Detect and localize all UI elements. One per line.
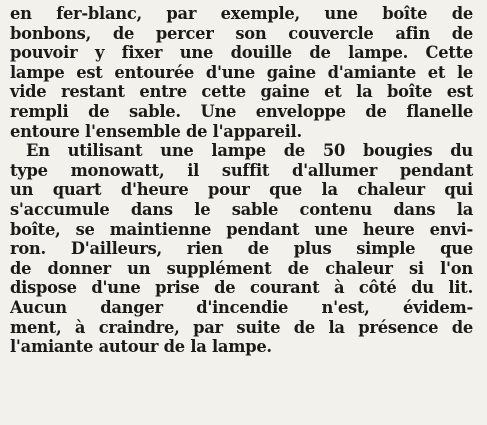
text-line: En utilisant une lampe de 50 bougies du <box>26 141 473 161</box>
text-line: Aucun danger d'incendie n'est, évidem- <box>10 297 473 317</box>
text-line: ment, à craindre, par suite de la présence de <box>10 317 473 337</box>
article-text <box>10 4 473 357</box>
text-line: un quart d'heure pour que la chaleur qui <box>10 180 473 200</box>
text-line: en fer-blanc, par exemple, une boîte de <box>10 4 473 23</box>
text-line: dispose d'une prise de courant à côté du lit. <box>10 278 473 298</box>
text-line: bonbons, de percer son couvercle afin de <box>10 23 473 43</box>
text-line: type monowatt, il suffit d'allumer pendant <box>10 160 473 180</box>
text-line: boîte, se maintienne pendant une heure envi- <box>10 219 473 239</box>
text-line: entoure l'ensemble de l'appareil. <box>10 121 302 141</box>
text-line: s'accumule dans le sable contenu dans la <box>10 199 473 219</box>
text-line: pouvoir y fixer une douille de lampe. Cette <box>10 43 473 63</box>
paragraph-1 <box>10 4 473 141</box>
text-line: rempli de sable. Une enveloppe de flanelle <box>10 101 473 121</box>
text-line: lampe est entourée d'une gaine d'amiante et le <box>10 62 473 82</box>
text-line: vide restant entre cette gaine et la boîte est <box>10 82 473 102</box>
text-line: l'amiante autour de la lampe. <box>10 337 272 357</box>
text-line: ron. D'ailleurs, rien de plus simple que <box>10 239 473 259</box>
paragraph-2 <box>10 141 473 357</box>
text-line: de donner un supplément de chaleur si l'on <box>10 258 473 278</box>
